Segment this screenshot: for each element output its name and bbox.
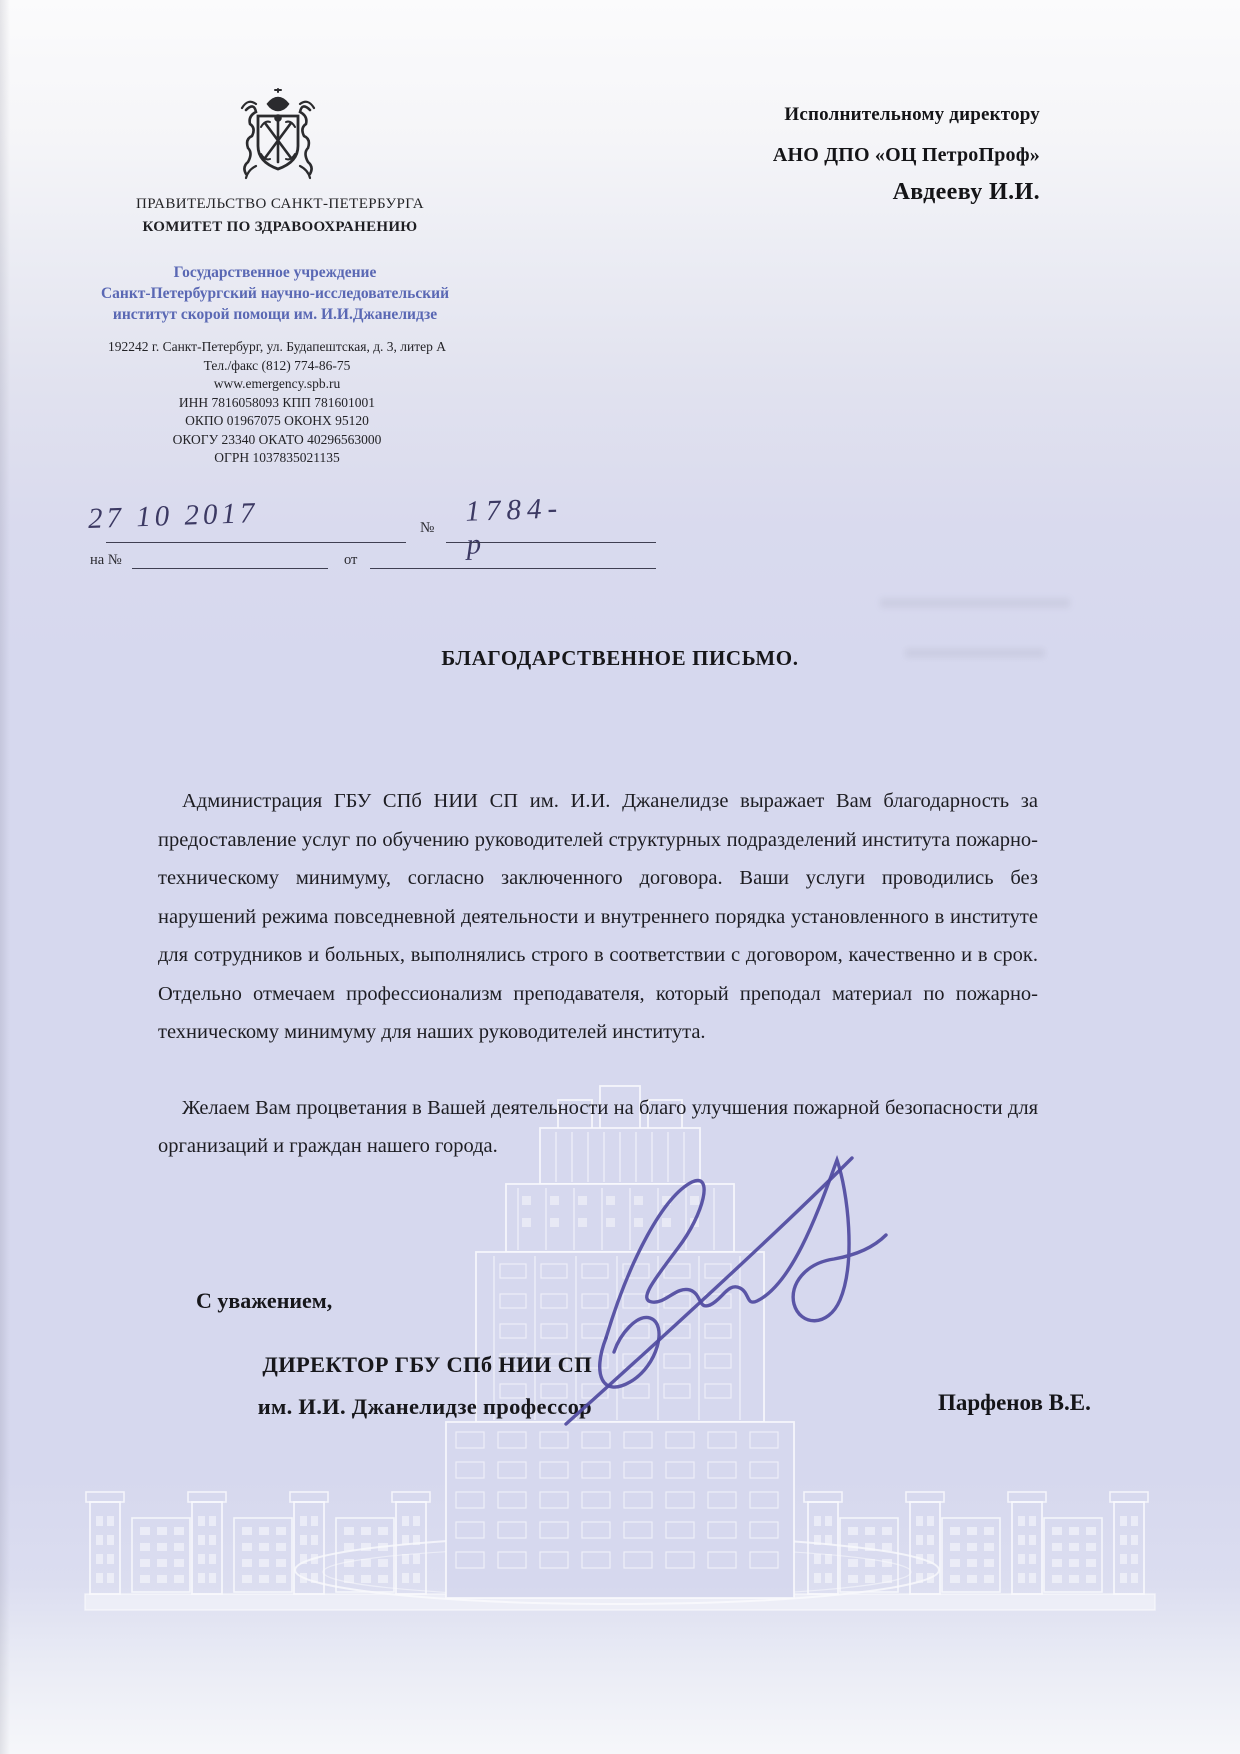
reply-date-label: от [344, 552, 358, 568]
address-line: Тел./факс (812) 774-86-75 [203, 357, 351, 373]
institution-line: Государственное учреждение [173, 264, 377, 281]
address-line: ОКОГУ 23340 ОКАТО 40296563000 [172, 431, 382, 447]
signer-position-line: ДИРЕКТОР ГБУ СПб НИИ СП [262, 1352, 592, 1377]
signer-name: Парфенов В.Е. [938, 1390, 1091, 1415]
signer-position-line: им. И.И. Джанелидзе профессор [257, 1394, 592, 1419]
address-line: ОКПО 01967075 ОКОНХ 95120 [185, 413, 369, 428]
recipient-organization: АНО ДПО «ОЦ ПетроПроф» [772, 144, 1040, 166]
closing-line: С уважением, [196, 1288, 333, 1313]
body-paragraph: Желаем Вам процветания в Вашей деятельности на благо улучшения пожарной безопасности для организаций и граждан нашего города. [158, 1096, 1038, 1157]
reply-number-label: на № [90, 552, 122, 568]
signer-position-block [130, 1344, 592, 1428]
committee-line: КОМИТЕТ ПО ЗДРАВООХРАНЕНИЮ [142, 219, 418, 235]
institution-line: институт скорой помощи им. И.И.Джанелидзе [112, 306, 438, 323]
address-line: 192242 г. Санкт-Петербург, ул. Будапештская, д. 3, литер А [107, 339, 447, 354]
institution-line: Санкт-Петербургский научно-исследовательский [100, 285, 450, 302]
address-line: www.emergency.spb.ru [213, 376, 341, 391]
handwritten-number: 1784-р [464, 492, 564, 561]
body-paragraph: Администрация ГБУ СПб НИИ СП им. И.И. Джанелидзе выражает Вам благодарность за предоставление услуг по обучению руководителей структурных подразделений института пожарно- техническому минимуму, согласно заключенного договора. Ваши услуги проводились без нарушений режима повседневной деятельности и внутреннего порядка установленного в институте для сотрудников и больных, выполнялись строго в соответствии с договором, качественно и в срок. Отдельно отмечаем профессионализм преподавателя, который преподал материал по пожарно- техническому минимуму для наших руководителей института. [158, 790, 1038, 1043]
recipient-name: Авдееву И.И. [892, 179, 1040, 205]
recipient-role: Исполнительному директору [784, 104, 1040, 125]
government-line: ПРАВИТЕЛЬСТВО САНКТ-ПЕТЕРБУРГА [136, 196, 424, 212]
handwritten-date: 27 10 2017 [87, 497, 259, 535]
address-line: ОГРН 1037835021135 [214, 450, 340, 465]
address-line: ИНН 7816058093 КПП 781601001 [178, 394, 376, 410]
letter-title: БЛАГОДАРСТВЕННОЕ ПИСЬМО. [441, 646, 799, 670]
number-sign-label: № [420, 520, 435, 536]
letter-body [158, 782, 1038, 1166]
